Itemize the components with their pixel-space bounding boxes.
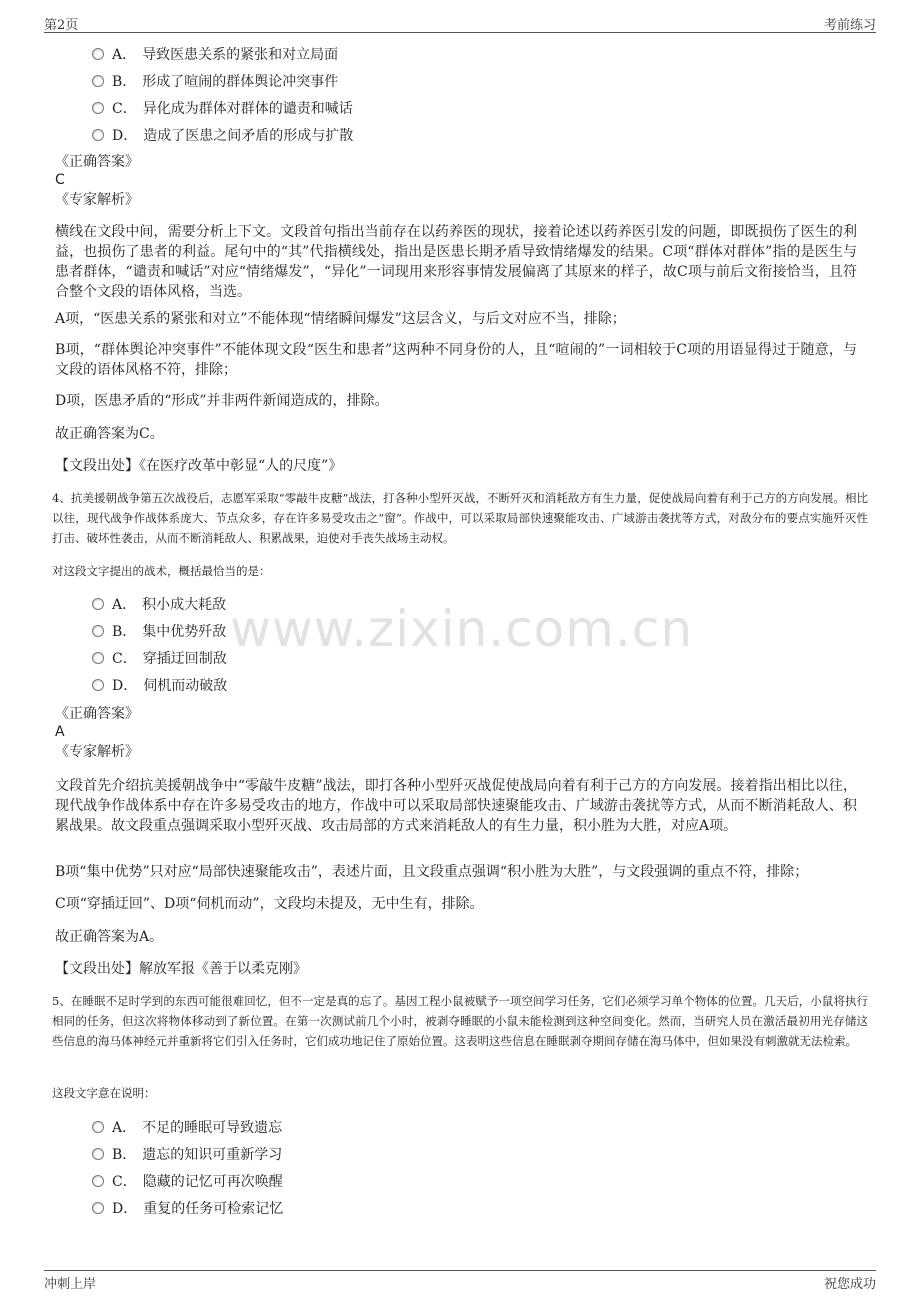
source-citation: 【文段出处】《在医疗改革中彰显“人的尺度”》 (55, 458, 343, 474)
radio-icon[interactable] (92, 75, 104, 87)
option-text: 遗忘的知识可重新学习 (142, 1147, 283, 1163)
analysis-label: 《专家解析》 (55, 192, 139, 208)
question-stem: 5、在睡眠不足时学到的东西可能很难回忆，但不一定是真的忘了。基因工程小鼠被赋予一项空间学习任务，它们必须学习单个物体的位置。几天后，小鼠将执行相同的任务，但这次将物体移动到了新位置。在第一次测试前几个小时，被剥夺睡眠的小鼠未能检测到这种空间变化。然而，当研究人员在激活最初用光存储这些信息的海马体神经元并重新将它们引入任务时，它们成功地记住了原始位置。这表明这些信息在睡眠剥夺期间存储在海马体中，但如果没有刺激就无法检索。 (52, 994, 868, 1048)
analysis-paragraph: D项，医患矛盾的“形成”并非两件新闻造成的，排除。 (55, 393, 389, 409)
option-c[interactable]: C． 隐藏的记忆可再次唤醒 (92, 1171, 283, 1193)
page-footer (44, 1270, 876, 1297)
answer-label: 《正确答案》 (55, 706, 139, 722)
analysis-paragraph: 横线在文段中间，需要分析上下文。文段首句指出当前存在以药养医的现状，接着论述以药养医引发的问题，即既损伤了医生的利益，也损伤了患者的利益。尾句中的“其”代指横线处，指出是医患长期矛盾导致情绪爆发的结果。C项“群体对群体”指的是医生与患者群体，“谴责和喊话”对应“情绪爆发”，“异化”一词现用来形容事情发展偏离了其原来的样子，故C项与前后文衔接恰当，且符合整个文段的语体风格，当选。 (55, 224, 857, 300)
radio-icon[interactable] (92, 652, 104, 664)
analysis-paragraph: B项，“群体舆论冲突事件”不能体现文段“医生和患者”这两种不同身份的人，且“喧闹的”一词相较于C项的用语显得过于随意，与文段的语体风格不符，排除； (55, 342, 857, 378)
footer-right: 祝您成功 (823, 1277, 876, 1292)
option-text: 伺机而动破敌 (143, 678, 228, 694)
option-text: 形成了喧闹的群体舆论冲突事件 (142, 74, 339, 90)
radio-icon[interactable] (92, 1148, 104, 1160)
option-text: 不足的睡眠可导致遗忘 (142, 1120, 283, 1136)
option-b[interactable]: B． 形成了喧闹的群体舆论冲突事件 (92, 71, 338, 93)
radio-icon[interactable] (92, 625, 104, 637)
radio-icon[interactable] (92, 1202, 104, 1214)
option-b[interactable]: B． 遗忘的知识可重新学习 (92, 1144, 282, 1166)
radio-icon[interactable] (92, 48, 104, 60)
analysis-paragraph: C项“穿插迂回”、D项“伺机而动”，文段均未提及，无中生有，排除。 (55, 896, 484, 912)
footer-left: 冲刺上岸 (44, 1277, 97, 1292)
radio-icon[interactable] (92, 598, 104, 610)
analysis-paragraph: 文段首先介绍抗美援朝战争中“零敲牛皮糖”战法，即打各种小型歼灭战促使战局向着有利于己方的方向发展。接着指出相比以往，现代战争作战体系中存在许多易受攻击的地方，作战中可以采取局部快速聚能攻击、广域游击袭扰等方式，从而不断消耗敌人、积累战果。故文段重点强调采取小型歼灭战、攻击局部的方式来消耗敌人的有生力量，积小胜为大胜，对应A项。 (55, 778, 857, 834)
option-text: 导致医患关系的紧张和对立局面 (142, 47, 339, 63)
watermark: www.zixin.com.cn (230, 600, 694, 658)
option-a[interactable]: A． 积小成大耗敌 (92, 594, 226, 616)
option-text: 积小成大耗敌 (142, 597, 227, 613)
analysis-paragraph: B项“集中优势”只对应“局部快速聚能攻击”，表述片面，且文段重点强调“积小胜为大胜”，与文段强调的重点不符，排除； (55, 864, 809, 880)
option-text: 穿插迂回制敌 (142, 651, 227, 667)
radio-icon[interactable] (92, 102, 104, 114)
answer-value: C (55, 172, 65, 188)
option-text: 造成了医患之间矛盾的形成与扩散 (143, 128, 354, 144)
option-d[interactable]: D． 伺机而动破敌 (92, 675, 227, 697)
option-a[interactable]: A． 导致医患关系的紧张和对立局面 (92, 44, 338, 66)
answer-value: A (55, 724, 65, 740)
option-b[interactable]: B． 集中优势歼敌 (92, 621, 226, 643)
analysis-paragraph: A项，“医患关系的紧张和对立”不能体现“情绪瞬间爆发”这层含义，与后文对应不当，排除； (55, 311, 626, 327)
option-text: 集中优势歼敌 (142, 624, 227, 640)
analysis-label: 《专家解析》 (55, 744, 139, 760)
answer-label: 《正确答案》 (55, 154, 139, 170)
page-number: 第2页 (44, 18, 79, 33)
option-d[interactable]: D． 重复的任务可检索记忆 (92, 1198, 283, 1220)
option-text: 异化成为群体对群体的谴责和喊话 (142, 101, 353, 117)
question-prompt: 对这段文字提出的战术，概括最恰当的是： (52, 564, 271, 578)
option-text: 重复的任务可检索记忆 (143, 1201, 284, 1217)
question-prompt: 这段文字意在说明： (52, 1086, 156, 1100)
analysis-conclusion: 故正确答案为C。 (55, 426, 164, 442)
page-header (44, 12, 876, 33)
source-citation: 【文段出处】解放军报《善于以柔克刚》 (55, 961, 307, 977)
option-d[interactable]: D． 造成了医患之间矛盾的形成与扩散 (92, 125, 353, 147)
question-stem: 4、抗美援朝战争第五次战役后，志愿军采取“零敲牛皮糖”战法，打各种小型歼灭战，不断歼灭和消耗敌方有生力量，促使战局向着有利于己方的方向发展。相比以往，现代战争作战体系庞大、节点众多，存在许多易受攻击之“窗”。作战中，可以采取局部快速聚能攻击、广域游击袭扰等方式，对敌分布的要点实施歼灭性打击、破坏性袭击，从而不断消耗敌人、积累战果，迫使对手丧失战场主动权。 (52, 491, 868, 545)
radio-icon[interactable] (92, 1175, 104, 1187)
option-c[interactable]: C． 穿插迂回制敌 (92, 648, 227, 670)
radio-icon[interactable] (92, 1121, 104, 1133)
radio-icon[interactable] (92, 129, 104, 141)
header-title: 考前练习 (823, 18, 876, 33)
option-text: 隐藏的记忆可再次唤醒 (142, 1174, 283, 1190)
radio-icon[interactable] (92, 679, 104, 691)
analysis-conclusion: 故正确答案为A。 (55, 929, 164, 945)
option-a[interactable]: A． 不足的睡眠可导致遗忘 (92, 1117, 282, 1139)
option-c[interactable]: C． 异化成为群体对群体的谴责和喊话 (92, 98, 353, 120)
